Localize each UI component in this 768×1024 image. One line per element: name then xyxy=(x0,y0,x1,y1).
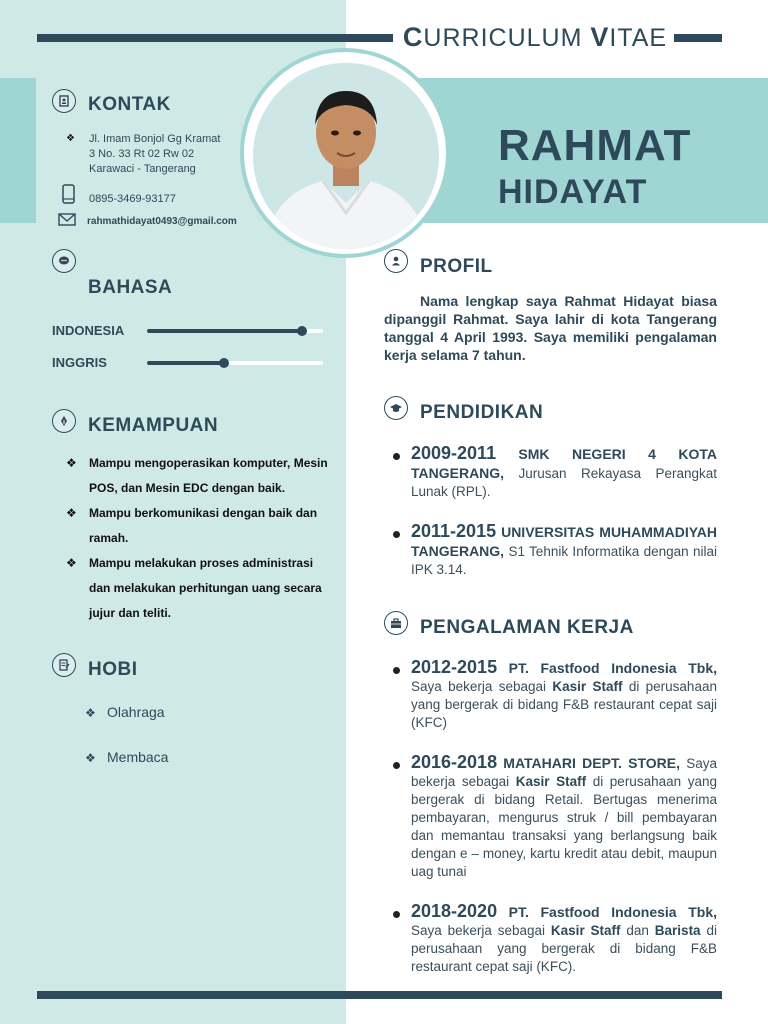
envelope-icon xyxy=(58,213,76,231)
profile-title: PROFIL xyxy=(420,256,493,277)
hobby-bullet-icon: ❖ xyxy=(85,751,96,765)
cv-title: CURRICULUM VITAE xyxy=(402,22,668,52)
skill-text: Mampu mengoperasikan komputer, Mesin xyxy=(89,456,328,470)
experience-text: Saya bekerja sebagai xyxy=(411,756,717,789)
contact-book-icon xyxy=(52,89,76,113)
email-address: rahmathidayat0493@gmail.com xyxy=(87,216,237,227)
experience-years: 2012-2015 xyxy=(411,657,498,677)
notepad-icon xyxy=(52,653,76,677)
address-block xyxy=(89,132,220,177)
skill-text: Mampu melakukan proses administrasi xyxy=(89,556,314,570)
hobby-item: Olahraga xyxy=(107,704,165,720)
contact-title: KONTAK xyxy=(88,94,171,115)
skill-bullet-icon: ❖ xyxy=(66,506,77,520)
name-last: HIDAYAT xyxy=(498,173,648,211)
experience-role: Barista xyxy=(654,923,701,938)
speech-bubble-icon xyxy=(52,249,76,273)
skills-title: KEMAMPUAN xyxy=(88,415,219,436)
skill-item xyxy=(66,501,336,551)
skill-text: Mampu berkomunikasi dengan baik dan xyxy=(89,506,318,520)
language-level-fill xyxy=(147,361,224,365)
experience-text: di perusahaan yang bergerak di bidang F&B restaurant cepat saji (KFC). xyxy=(411,923,717,974)
education-title: PENDIDIKAN xyxy=(420,402,544,423)
language-title: BAHASA xyxy=(88,277,173,298)
experience-text: di perusahaan yang bergerak di bidang Retail. Bertugas menerima pembayaran, mengurus struk / bill pembayaran dan memantau transaksi yang berlangsung baik dengan e – money, kartu kredit atau debit, maupun uag tunai xyxy=(411,774,717,879)
hobbies-title: HOBI xyxy=(88,659,138,680)
skill-item xyxy=(66,451,336,501)
language-level-marker xyxy=(297,326,307,336)
education-school: UNIVERSITAS MUHAMMADIYAH TANGERANG, xyxy=(411,524,717,559)
education-years: 2009-2011 xyxy=(411,443,497,463)
left-accent-tab xyxy=(0,78,36,223)
experience-company: PT. Fastfood Indonesia Tbk, xyxy=(508,904,717,920)
graduation-cap-icon xyxy=(384,396,408,420)
skill-text: jujur dan teliti. xyxy=(89,606,172,620)
experience-entry xyxy=(411,658,717,732)
footer-rule xyxy=(37,991,722,999)
experience-company: PT. Fastfood Indonesia Tbk, xyxy=(508,660,717,676)
experience-role: Kasir Staff xyxy=(515,774,587,789)
experience-text: Saya bekerja sebagai xyxy=(411,923,546,938)
education-description: S1 Tehnik Informatika dengan nilai IPK 3.14. xyxy=(411,544,717,577)
skills-list xyxy=(66,451,336,626)
header-rule-right xyxy=(674,34,722,42)
experience-bullet-icon xyxy=(393,667,400,674)
education-bullet-icon xyxy=(393,453,400,460)
hobby-item: Membaca xyxy=(107,749,169,765)
profile-text: Nama lengkap saya Rahmat Hidayat biasa dipanggil Rahmat. Saya lahir di kota Tangerang tanggal 4 April 1993. Saya memiliki pengalaman kerja selama 7 tahun. xyxy=(384,293,717,363)
experience-bullet-icon xyxy=(393,762,400,769)
language-label: INDONESIA xyxy=(52,323,125,338)
briefcase-icon xyxy=(384,611,408,635)
skill-text: dan melakukan perhitungan uang secara xyxy=(89,581,322,595)
experience-role: Kasir Staff xyxy=(550,923,621,938)
name-first: RAHMAT xyxy=(498,121,692,170)
experience-text: di perusahaan yang bergerak di bidang F&B restaurant cepat saji (KFC) xyxy=(411,679,717,730)
experience-entry xyxy=(411,753,717,881)
experience-title: PENGALAMAN KERJA xyxy=(420,617,634,638)
pen-nib-icon xyxy=(52,409,76,433)
education-bullet-icon xyxy=(393,531,400,538)
experience-text: Saya bekerja sebagai xyxy=(411,679,547,694)
skill-bullet-icon: ❖ xyxy=(66,456,77,470)
phone-icon xyxy=(62,184,75,209)
address-bullet-icon: ❖ xyxy=(66,133,75,144)
experience-years: 2018-2020 xyxy=(411,901,498,921)
experience-bullet-icon xyxy=(393,911,400,918)
language-label: INGGRIS xyxy=(52,355,107,370)
hobby-bullet-icon: ❖ xyxy=(85,706,96,720)
skill-text: ramah. xyxy=(89,531,129,545)
address-line: Jl. Imam Bonjol Gg Kramat xyxy=(89,133,221,145)
address-line: Karawaci - Tangerang xyxy=(89,163,196,175)
experience-years: 2016-2018 xyxy=(411,752,498,772)
header-rule-left xyxy=(37,34,393,42)
skill-text: POS, dan Mesin EDC dengan baik. xyxy=(89,481,286,495)
phone-number: 0895-3469-93177 xyxy=(89,193,176,205)
education-entry xyxy=(411,444,717,501)
education-entry xyxy=(411,522,717,579)
language-level-marker xyxy=(219,358,229,368)
education-description: Jurusan Rekayasa Perangkat Lunak (RPL). xyxy=(411,466,717,499)
experience-role: Kasir Staff xyxy=(552,679,623,694)
experience-text: dan xyxy=(626,923,649,938)
experience-company: MATAHARI DEPT. STORE, xyxy=(503,755,681,771)
skill-item xyxy=(66,551,336,626)
education-years: 2011-2015 xyxy=(411,521,497,541)
user-icon xyxy=(384,249,408,273)
skill-bullet-icon: ❖ xyxy=(66,556,77,570)
experience-entry xyxy=(411,902,717,976)
address-line: 3 No. 33 Rt 02 Rw 02 xyxy=(89,148,195,160)
profile-photo xyxy=(253,63,439,249)
education-school: SMK NEGERI 4 KOTA TANGERANG, xyxy=(411,446,717,481)
language-level-fill xyxy=(147,329,302,333)
